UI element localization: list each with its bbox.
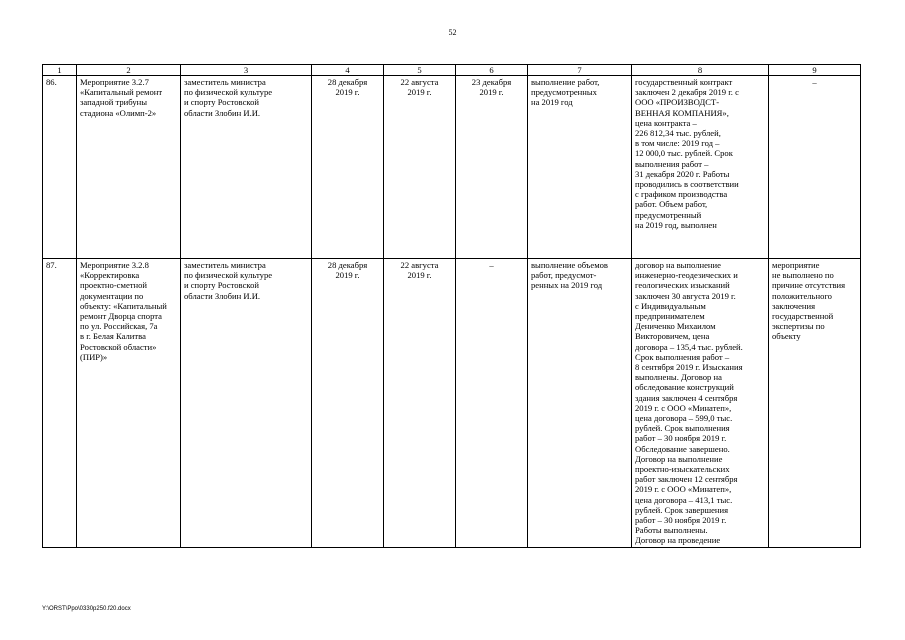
col-header: 9 (769, 65, 861, 76)
row-number: 87. (43, 259, 77, 548)
responsible-person: заместитель министра по физической культуре и спорту Ростовской области Злобин И.И. (181, 259, 312, 548)
actual-end-date: 23 декабря 2019 г. (456, 76, 528, 259)
col-header: 8 (632, 65, 769, 76)
responsible-person: заместитель министра по физической культуре и спорту Ростовской области Злобин И.И. (181, 76, 312, 259)
col-header: 5 (384, 65, 456, 76)
table-row (43, 259, 861, 548)
planned-start-date: 28 декабря 2019 г. (312, 259, 384, 548)
expected-result: выполнение работ, предусмотренных на 2019 год (528, 76, 632, 259)
col-header: 7 (528, 65, 632, 76)
planned-end-date: 22 августа 2019 г. (384, 76, 456, 259)
event-name: Мероприятие 3.2.8 «Корректировка проектно-сметной документации по объекту: «Капитальный ремонт Дворца спорта по ул. Российская, 7а в г. Белая Калитва Ростовской области» (ПИР)» (77, 259, 181, 548)
col-header: 3 (181, 65, 312, 76)
page-number: 52 (448, 28, 457, 37)
footer-file-path: Y:\ORST\Ppo\0330p250.f20.docx (42, 606, 131, 612)
actual-end-date: – (456, 259, 528, 548)
expected-result: выполнение объемов работ, предусмот- ренных на 2019 год (528, 259, 632, 548)
row-number: 86. (43, 76, 77, 259)
column-number-row (43, 65, 861, 76)
non-fulfillment-reason: мероприятие не выполнено по причине отсутствия положительного заключения государственной экспертизы по объекту (769, 259, 861, 548)
col-header: 2 (77, 65, 181, 76)
progress-description: договор на выполнение инженерно-геодезических и геологических изысканий заключен 30 августа 2019 г. с Индивидуальным предпринимателем Дениченко Михаилом Викторовичем, цена договора – 135,4 тыс. рублей. Срок выполнения работ – 8 сентября 2019 г. Изыскания выполнены. Договор на обследование конструкций здания заключен 4 сентября 2019 г. с ООО «Минатеп», цена договора – 599,0 тыс. рублей. Срок выполнения работ – 30 ноября 2019 г. Обследование завершено. Договор на выполнение проектно-изыскательских работ заключен 12 сентября 2019 г. с ООО «Минатеп», цена договора – 413,1 тыс. рублей. Срок завершения работ – 30 ноября 2019 г. Работы выполнены. Договор на проведение (632, 259, 769, 548)
table-row (43, 76, 861, 259)
non-fulfillment-reason: – (769, 76, 861, 259)
planned-end-date: 22 августа 2019 г. (384, 259, 456, 548)
report-table (42, 64, 861, 548)
progress-description: государственный контракт заключен 2 декабря 2019 г. с ООО «ПРОИЗВОДСТ- ВЕННАЯ КОМПАНИЯ», цена контракта – 226 812,34 тыс. рублей, в том числе: 2019 год – 12 000,0 тыс. рублей. Срок выполнения работ – 31 декабря 2020 г. Работы проводились в соответствии с графиком производства работ. Объем работ, предусмотренный на 2019 год, выполнен (632, 76, 769, 259)
col-header: 4 (312, 65, 384, 76)
col-header: 1 (43, 65, 77, 76)
col-header: 6 (456, 65, 528, 76)
planned-start-date: 28 декабря 2019 г. (312, 76, 384, 259)
event-name: Мероприятие 3.2.7 «Капитальный ремонт западной трибуны стадиона «Олимп-2» (77, 76, 181, 259)
